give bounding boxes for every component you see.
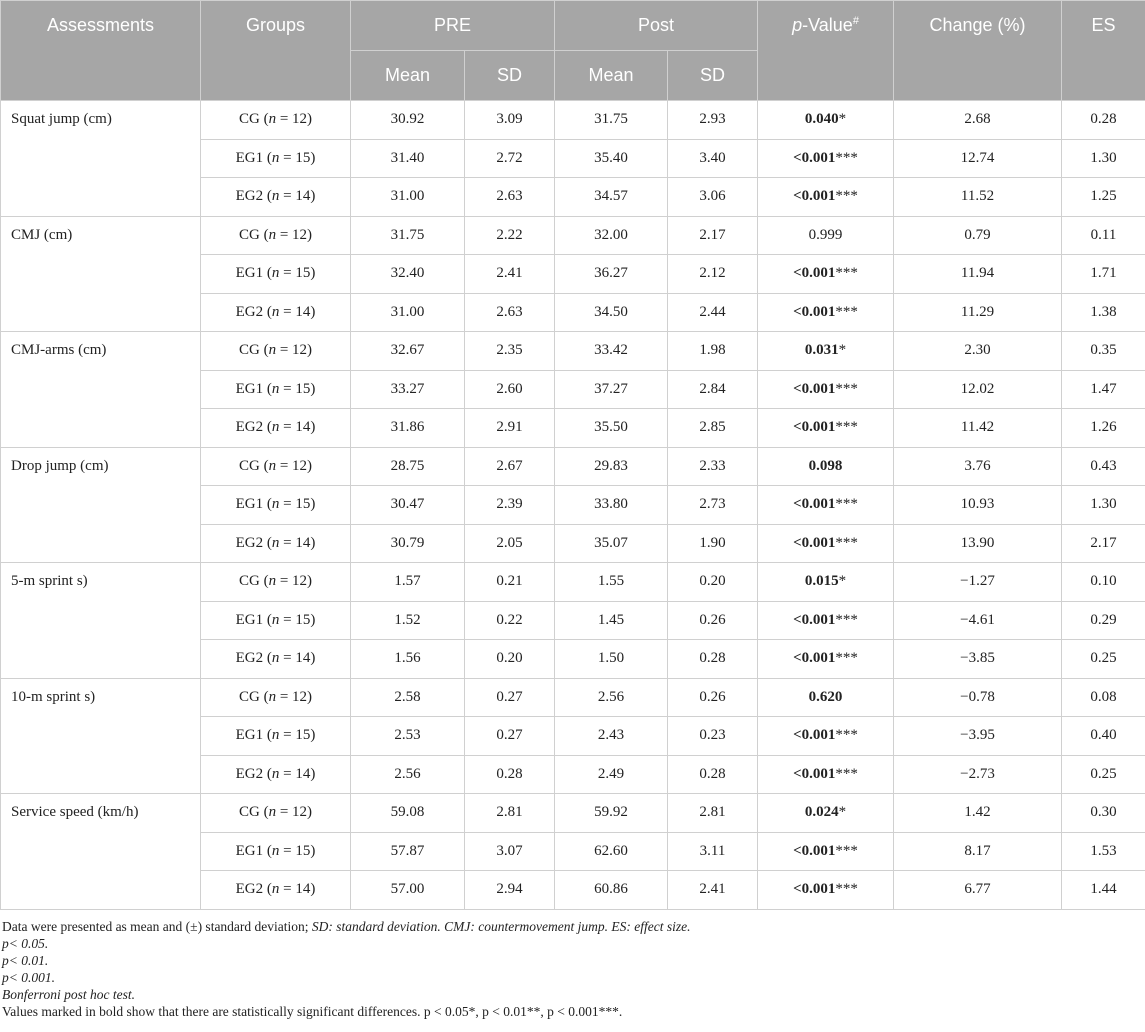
group-cell: EG2 (n = 14) (201, 524, 351, 563)
group-label: EG1 (235, 611, 264, 628)
change-cell: −3.95 (894, 717, 1062, 756)
header-pre: PRE (351, 1, 555, 51)
table-row (1, 332, 1145, 371)
pre-sd-cell: 2.67 (465, 447, 555, 486)
pre-mean-cell: 59.08 (351, 794, 465, 833)
pre-sd-cell: 0.28 (465, 755, 555, 794)
es-cell: 1.25 (1062, 178, 1145, 217)
pre-sd-cell: 2.22 (465, 216, 555, 255)
assessment-name: Drop jump (cm) (1, 447, 201, 563)
post-sd-cell: 2.73 (668, 486, 758, 525)
p-value: 0.620 (808, 688, 843, 705)
post-mean-cell: 1.50 (555, 640, 668, 679)
change-cell: 0.79 (894, 216, 1062, 255)
pre-mean-cell: 31.75 (351, 216, 465, 255)
es-cell: 0.11 (1062, 216, 1145, 255)
group-n: 15 (295, 380, 311, 397)
post-sd-cell: 3.11 (668, 832, 758, 871)
assessment-name: CMJ (cm) (1, 216, 201, 332)
pre-mean-cell: 33.27 (351, 370, 465, 409)
change-cell: 13.90 (894, 524, 1062, 563)
p-value-cell (758, 794, 894, 833)
note-definitions (2, 918, 1143, 935)
post-sd-cell: 3.06 (668, 178, 758, 217)
header-p-value (758, 1, 894, 101)
change-cell: −0.78 (894, 678, 1062, 717)
post-sd-cell: 0.26 (668, 601, 758, 640)
post-mean-cell: 34.50 (555, 293, 668, 332)
change-cell: 2.30 (894, 332, 1062, 371)
group-cell: EG2 (n = 14) (201, 293, 351, 332)
post-mean-cell: 29.83 (555, 447, 668, 486)
significance-stars: * (838, 342, 847, 359)
p-value-cell (758, 640, 894, 679)
p-value-cell (758, 486, 894, 525)
post-sd-cell: 2.44 (668, 293, 758, 332)
post-mean-cell: 1.45 (555, 601, 668, 640)
group-cell: EG1 (n = 15) (201, 832, 351, 871)
post-sd-cell: 0.28 (668, 640, 758, 679)
change-cell: 3.76 (894, 447, 1062, 486)
p-value-cell (758, 178, 894, 217)
group-n: 14 (295, 188, 311, 205)
pre-mean-cell: 57.00 (351, 871, 465, 910)
change-cell: 11.42 (894, 409, 1062, 448)
group-n: 14 (295, 650, 311, 667)
post-mean-cell: 33.42 (555, 332, 668, 371)
group-n: 14 (295, 419, 311, 436)
pre-sd-cell: 2.63 (465, 293, 555, 332)
pre-mean-cell: 57.87 (351, 832, 465, 871)
group-cell: CG (n = 12) (201, 678, 351, 717)
group-n: 12 (292, 804, 308, 821)
header-assessments: Assessments (1, 1, 201, 101)
pre-sd-cell: 0.21 (465, 563, 555, 602)
header-pre-sd: SD (465, 51, 555, 101)
significance-stars: *** (835, 842, 858, 859)
group-cell: CG (n = 12) (201, 794, 351, 833)
group-n: 12 (292, 342, 308, 359)
group-label: EG1 (235, 149, 264, 166)
post-sd-cell: 2.85 (668, 409, 758, 448)
group-label: CG (238, 457, 260, 474)
change-cell: −4.61 (894, 601, 1062, 640)
pre-mean-cell: 30.79 (351, 524, 465, 563)
group-cell: CG (n = 12) (201, 216, 351, 255)
group-label: CG (238, 111, 260, 128)
post-sd-cell: 0.20 (668, 563, 758, 602)
group-n: 14 (295, 303, 311, 320)
group-label: EG2 (235, 303, 264, 320)
header-groups: Groups (201, 1, 351, 101)
es-cell: 0.10 (1062, 563, 1145, 602)
post-sd-cell: 0.26 (668, 678, 758, 717)
post-mean-cell: 33.80 (555, 486, 668, 525)
group-cell: EG2 (n = 14) (201, 871, 351, 910)
post-sd-cell: 2.17 (668, 216, 758, 255)
pre-sd-cell: 2.60 (465, 370, 555, 409)
significance-stars: *** (835, 303, 858, 320)
significance-stars: *** (835, 534, 858, 551)
pre-sd-cell: 2.81 (465, 794, 555, 833)
p-value-cell (758, 139, 894, 178)
header-post-sd: SD (668, 51, 758, 101)
es-cell: 0.28 (1062, 101, 1145, 140)
group-cell: EG1 (n = 15) (201, 139, 351, 178)
p-value-cell (758, 755, 894, 794)
post-sd-cell: 3.40 (668, 139, 758, 178)
change-cell: −1.27 (894, 563, 1062, 602)
p-value: <0.001 (793, 881, 836, 898)
change-cell: 10.93 (894, 486, 1062, 525)
assessment-name: 5-m sprint s) (1, 563, 201, 679)
table-body (1, 101, 1145, 910)
group-n: 15 (295, 496, 311, 513)
group-cell: EG2 (n = 14) (201, 409, 351, 448)
assessment-name: 10-m sprint s) (1, 678, 201, 794)
group-n: 12 (292, 111, 308, 128)
note-p01: p< 0.01. (2, 952, 49, 968)
p-value: 0.999 (808, 226, 843, 243)
pre-sd-cell: 0.22 (465, 601, 555, 640)
es-cell: 0.25 (1062, 640, 1145, 679)
es-cell: 1.30 (1062, 139, 1145, 178)
group-cell: EG1 (n = 15) (201, 370, 351, 409)
group-label: EG1 (235, 380, 264, 397)
note-definitions-abbrev: SD: standard deviation. CMJ: countermovement jump. ES: effect size. (311, 918, 691, 934)
post-mean-cell: 35.50 (555, 409, 668, 448)
pre-mean-cell: 2.56 (351, 755, 465, 794)
note-bonferroni: Bonferroni post hoc test. (2, 986, 135, 1002)
table-row (1, 794, 1145, 833)
pre-sd-cell: 2.91 (465, 409, 555, 448)
group-label: EG2 (235, 881, 264, 898)
post-sd-cell: 2.81 (668, 794, 758, 833)
p-value-cell (758, 871, 894, 910)
post-sd-cell: 0.28 (668, 755, 758, 794)
significance-stars: *** (835, 419, 858, 436)
p-italic: p (792, 15, 803, 35)
pre-sd-cell: 2.63 (465, 178, 555, 217)
group-n: 15 (295, 611, 311, 628)
significance-stars: *** (835, 380, 858, 397)
header-post: Post (555, 1, 758, 51)
p-value: <0.001 (793, 611, 836, 628)
header-es: ES (1062, 1, 1145, 101)
p-value: 0.015 (804, 573, 839, 590)
group-cell: EG2 (n = 14) (201, 640, 351, 679)
es-cell: 1.26 (1062, 409, 1145, 448)
p-value: 0.031 (804, 342, 839, 359)
group-n: 12 (292, 226, 308, 243)
group-label: CG (238, 804, 260, 821)
group-cell: CG (n = 12) (201, 332, 351, 371)
es-cell: 1.47 (1062, 370, 1145, 409)
post-mean-cell: 59.92 (555, 794, 668, 833)
p-value-cell (758, 409, 894, 448)
group-n: 14 (295, 881, 311, 898)
significance-stars: *** (835, 765, 858, 782)
significance-stars: * (838, 804, 847, 821)
table-row (1, 563, 1145, 602)
group-n: 14 (295, 765, 311, 782)
group-n: 15 (295, 149, 311, 166)
change-cell: −2.73 (894, 755, 1062, 794)
group-label: CG (238, 226, 260, 243)
pre-mean-cell: 31.86 (351, 409, 465, 448)
pre-sd-cell: 3.07 (465, 832, 555, 871)
table-row (1, 101, 1145, 140)
es-cell: 1.44 (1062, 871, 1145, 910)
pre-sd-cell: 2.94 (465, 871, 555, 910)
post-mean-cell: 2.56 (555, 678, 668, 717)
group-label: EG2 (235, 650, 264, 667)
post-mean-cell: 35.07 (555, 524, 668, 563)
header-change: Change (%) (894, 1, 1062, 101)
table-row (1, 216, 1145, 255)
pre-mean-cell: 1.52 (351, 601, 465, 640)
p-value: <0.001 (793, 265, 836, 282)
p-value-cell (758, 832, 894, 871)
p-value-mark: # (852, 15, 859, 27)
post-mean-cell: 1.55 (555, 563, 668, 602)
group-cell: CG (n = 12) (201, 563, 351, 602)
es-cell: 0.25 (1062, 755, 1145, 794)
group-cell: EG1 (n = 15) (201, 486, 351, 525)
p-value: <0.001 (793, 765, 836, 782)
es-cell: 0.40 (1062, 717, 1145, 756)
significance-stars: *** (835, 496, 858, 513)
es-cell: 2.17 (1062, 524, 1145, 563)
p-value: <0.001 (793, 842, 836, 859)
group-label: EG1 (235, 727, 264, 744)
pre-sd-cell: 2.41 (465, 255, 555, 294)
post-mean-cell: 2.49 (555, 755, 668, 794)
group-cell: EG1 (n = 15) (201, 255, 351, 294)
group-label: EG2 (235, 765, 264, 782)
p-value: <0.001 (793, 419, 836, 436)
change-cell: 1.42 (894, 794, 1062, 833)
pre-mean-cell: 1.57 (351, 563, 465, 602)
p-value-cell (758, 601, 894, 640)
p-value-cell (758, 332, 894, 371)
group-n: 15 (295, 727, 311, 744)
pre-sd-cell: 2.35 (465, 332, 555, 371)
post-mean-cell: 36.27 (555, 255, 668, 294)
es-cell: 1.38 (1062, 293, 1145, 332)
p-value: <0.001 (793, 303, 836, 320)
p-value-cell (758, 101, 894, 140)
es-cell: 1.30 (1062, 486, 1145, 525)
p-value: 0.040 (804, 111, 839, 128)
pre-mean-cell: 1.56 (351, 640, 465, 679)
p-value: <0.001 (793, 149, 836, 166)
post-mean-cell: 31.75 (555, 101, 668, 140)
p-value: <0.001 (793, 380, 836, 397)
group-label: EG1 (235, 496, 264, 513)
group-label: CG (238, 688, 260, 705)
es-cell: 0.08 (1062, 678, 1145, 717)
group-n: 14 (295, 534, 311, 551)
post-mean-cell: 35.40 (555, 139, 668, 178)
note-p001: p< 0.001. (2, 969, 55, 985)
post-sd-cell: 0.23 (668, 717, 758, 756)
significance-stars: *** (835, 265, 858, 282)
p-value-cell (758, 678, 894, 717)
significance-stars: *** (835, 650, 858, 667)
header-post-mean: Mean (555, 51, 668, 101)
group-label: CG (238, 342, 260, 359)
post-mean-cell: 2.43 (555, 717, 668, 756)
post-mean-cell: 37.27 (555, 370, 668, 409)
pre-mean-cell: 2.53 (351, 717, 465, 756)
significance-stars: *** (835, 149, 858, 166)
group-cell: EG2 (n = 14) (201, 755, 351, 794)
change-cell: 2.68 (894, 101, 1062, 140)
p-value: <0.001 (793, 650, 836, 667)
pre-mean-cell: 30.47 (351, 486, 465, 525)
group-label: EG1 (235, 265, 264, 282)
table-row (1, 447, 1145, 486)
pre-mean-cell: 32.67 (351, 332, 465, 371)
change-cell: −3.85 (894, 640, 1062, 679)
post-mean-cell: 62.60 (555, 832, 668, 871)
pre-sd-cell: 2.05 (465, 524, 555, 563)
es-cell: 0.43 (1062, 447, 1145, 486)
group-cell: EG1 (n = 15) (201, 601, 351, 640)
note-bold: Values marked in bold show that there are statistically significant differences. p < 0.05*, p < 0.01**, p < 0.001***. (2, 1003, 623, 1019)
group-label: EG2 (235, 188, 264, 205)
post-sd-cell: 2.12 (668, 255, 758, 294)
pre-mean-cell: 28.75 (351, 447, 465, 486)
note-definitions-text: Data were presented as mean and (±) standard deviation; (2, 918, 312, 934)
pre-sd-cell: 0.20 (465, 640, 555, 679)
p-value-cell (758, 216, 894, 255)
group-label: EG1 (235, 842, 264, 859)
pre-mean-cell: 31.00 (351, 178, 465, 217)
significance-stars: *** (835, 611, 858, 628)
significance-stars: * (838, 573, 847, 590)
post-sd-cell: 1.98 (668, 332, 758, 371)
group-label: EG2 (235, 419, 264, 436)
p-value-cell (758, 293, 894, 332)
group-n: 12 (292, 688, 308, 705)
table-row (1, 678, 1145, 717)
assessment-name: Squat jump (cm) (1, 101, 201, 217)
p-value: <0.001 (793, 727, 836, 744)
es-cell: 0.30 (1062, 794, 1145, 833)
p-value: <0.001 (793, 534, 836, 551)
p-value: <0.001 (793, 188, 836, 205)
p-value-cell (758, 255, 894, 294)
post-mean-cell: 34.57 (555, 178, 668, 217)
p-value-cell (758, 524, 894, 563)
table-notes (0, 910, 1145, 1020)
pre-mean-cell: 31.40 (351, 139, 465, 178)
significance-stars: *** (835, 727, 858, 744)
group-n: 15 (295, 842, 311, 859)
post-mean-cell: 32.00 (555, 216, 668, 255)
p-value-cell (758, 563, 894, 602)
p-value-cell (758, 447, 894, 486)
es-cell: 1.71 (1062, 255, 1145, 294)
change-cell: 11.52 (894, 178, 1062, 217)
change-cell: 8.17 (894, 832, 1062, 871)
assessment-name: CMJ-arms (cm) (1, 332, 201, 448)
significance-stars: *** (835, 188, 858, 205)
es-cell: 0.35 (1062, 332, 1145, 371)
group-cell: CG (n = 12) (201, 101, 351, 140)
header-pre-mean: Mean (351, 51, 465, 101)
note-p05: p< 0.05. (2, 935, 49, 951)
pre-mean-cell: 2.58 (351, 678, 465, 717)
change-cell: 11.29 (894, 293, 1062, 332)
group-label: EG2 (235, 534, 264, 551)
assessment-name: Service speed (km/h) (1, 794, 201, 910)
pre-sd-cell: 0.27 (465, 717, 555, 756)
group-cell: CG (n = 12) (201, 447, 351, 486)
group-cell: EG2 (n = 14) (201, 178, 351, 217)
group-n: 12 (292, 457, 308, 474)
post-sd-cell: 2.33 (668, 447, 758, 486)
pre-sd-cell: 2.72 (465, 139, 555, 178)
p-value-cell (758, 717, 894, 756)
pre-sd-cell: 0.27 (465, 678, 555, 717)
group-cell: EG1 (n = 15) (201, 717, 351, 756)
es-cell: 1.53 (1062, 832, 1145, 871)
post-sd-cell: 1.90 (668, 524, 758, 563)
p-value-label: -Value (802, 15, 853, 35)
post-mean-cell: 60.86 (555, 871, 668, 910)
change-cell: 12.02 (894, 370, 1062, 409)
group-label: CG (238, 573, 260, 590)
change-cell: 12.74 (894, 139, 1062, 178)
post-sd-cell: 2.84 (668, 370, 758, 409)
es-cell: 0.29 (1062, 601, 1145, 640)
pre-sd-cell: 3.09 (465, 101, 555, 140)
group-n: 15 (295, 265, 311, 282)
post-sd-cell: 2.41 (668, 871, 758, 910)
p-value-cell (758, 370, 894, 409)
change-cell: 6.77 (894, 871, 1062, 910)
p-value: 0.024 (804, 804, 839, 821)
p-value: 0.098 (808, 457, 843, 474)
pre-mean-cell: 32.40 (351, 255, 465, 294)
group-n: 12 (292, 573, 308, 590)
significance-stars: * (838, 111, 847, 128)
pre-sd-cell: 2.39 (465, 486, 555, 525)
p-value: <0.001 (793, 496, 836, 513)
pre-mean-cell: 31.00 (351, 293, 465, 332)
post-sd-cell: 2.93 (668, 101, 758, 140)
change-cell: 11.94 (894, 255, 1062, 294)
significance-stars: *** (835, 881, 858, 898)
pre-mean-cell: 30.92 (351, 101, 465, 140)
